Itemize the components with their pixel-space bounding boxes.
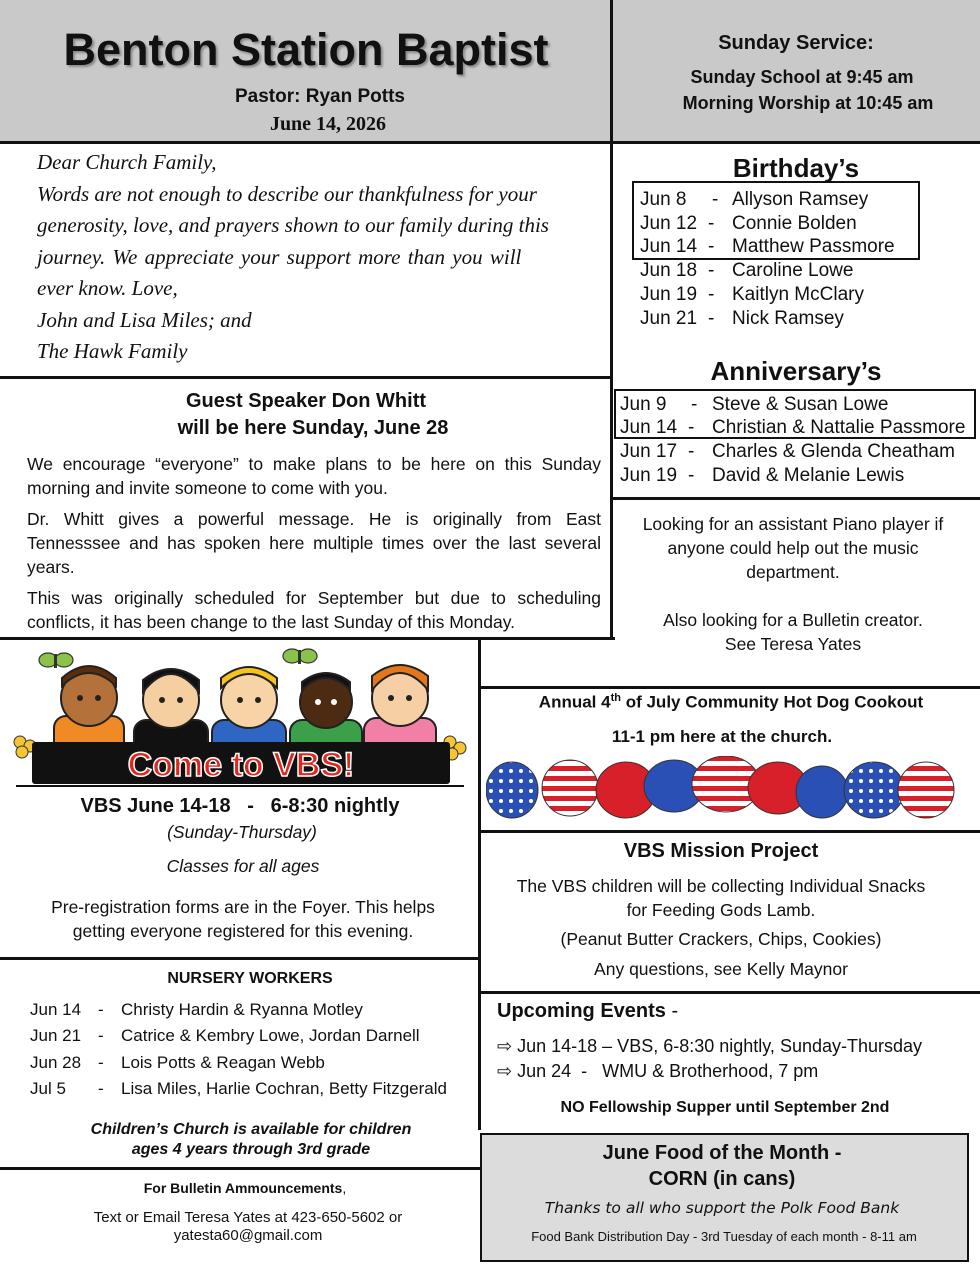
divider-line [0,141,980,144]
nursery-dash: - [98,1000,104,1019]
letter-line: John and Lisa Miles; and [37,307,252,332]
vbs-registration-line: getting everyone registered for this evening. [72,921,414,941]
divider-line [478,991,980,994]
letter-line: journey. We appreciate your support more than you will [37,244,522,269]
events-title [497,1000,957,1023]
letter-line: Words are not enough to describe our thankfulness for your [37,181,537,206]
nursery-names: Catrice & Kembry Lowe, Jordan Darnell [121,1026,420,1045]
birthdays-title: Birthday’s [732,153,860,183]
butterfly-icon [39,653,73,668]
birthday-name: Kaitlyn McClary [732,284,864,305]
anniversary-date: Jun 9 [620,394,667,415]
bulletin-title-comma: , [342,1180,347,1196]
vbs-heading: VBS June 14-18 - 6-8:30 nightly [80,795,400,817]
mission-line: for Feeding Gods Lamb. [626,900,816,920]
vbs-registration-line: Pre-registration forms are in the Foyer. This helps [51,897,435,917]
birthday-date: Jun 8 [640,189,687,210]
sunday-school-time: Sunday School at 9:45 am [690,67,914,87]
fellowship-supper-note: NO Fellowship Supper until September 2nd [560,1099,890,1116]
guest-paragraph-1: We encourage “everyone” to make plans to be here on this Sunday morning and invite someone to come with you. [27,454,601,498]
nursery-date: Jun 28 [30,1053,82,1072]
birthday-dash: - [708,284,715,305]
letter-line: generosity, love, and prayers shown to our family during this [37,213,549,237]
birthday-name: Caroline Lowe [732,260,854,281]
anniversary-name: Christian & Nattalie Passmore [712,417,966,438]
birthday-date: Jun 21 [640,308,698,329]
mission-snacks: (Peanut Butter Crackers, Chips, Cookies) [560,929,882,949]
birthday-name: Connie Bolden [732,213,857,234]
letter-line: Dear Church Family, [37,150,217,174]
guest-paragraph-3: This was originally scheduled for September but due to scheduling conflicts, it has been change to the last Sunday of this Monday. [27,588,601,632]
vbs-classes: Classes for all ages [166,856,320,876]
mission-line: The VBS children will be collecting Individual Snacks [516,876,926,896]
events-title-dash: - [671,1000,679,1022]
cookout-title-sup: th [610,692,621,704]
birthday-date: Jun 14 [640,236,698,257]
anniversary-name: Steve & Susan Lowe [712,394,889,415]
butterfly-icon [283,649,317,664]
birthday-dash: - [708,308,715,329]
nursery-date: Jun 14 [30,1000,82,1019]
vbs-kids-illustration [12,646,468,788]
childrens-church-line: ages 4 years through 3rd grade [131,1141,371,1158]
anniversary-date: Jun 19 [620,465,678,486]
food-title: June Food of the Month - [602,1142,842,1164]
mission-contact: Any questions, see Kelly Maynor [594,959,848,979]
cookout-title-pre: Annual 4 [538,692,611,712]
anniversary-date: Jun 14 [620,417,678,438]
birthday-name: Matthew Passmore [732,236,895,257]
divider-line [478,830,980,833]
service-title: Sunday Service: [718,32,874,54]
guest-paragraph-2: Dr. Whitt gives a powerful message. He is originally from East Tennesssee and has spoken here multiple times over the last several years. [27,509,601,577]
thank-you-letter [37,147,573,368]
piano-line: anyone could help out the music [667,538,919,558]
nursery-list [0,1000,478,1110]
divider-line [0,376,612,379]
birthday-list [640,189,970,339]
bulletin-creator-line: Also looking for a Bulletin creator. [663,610,923,630]
anniversary-name: Charles & Glenda Cheatham [712,441,955,462]
column-divider [478,640,481,1130]
events-title-text: Upcoming Events [497,1000,666,1022]
anniversary-name: David & Melanie Lewis [712,465,905,486]
guest-speaker-title: Guest Speaker Don Whitt [185,390,427,412]
bulletin-date: June 14, 2026 [269,113,387,135]
bulletin-contact-line: Text or Email Teresa Yates at 423-650-5602 or [93,1209,403,1226]
mission-title: VBS Mission Project [623,840,819,862]
anniversary-dash: - [688,417,695,438]
anniversary-list [620,394,978,494]
nursery-date: Jul 5 [30,1079,66,1098]
birthday-name: Nick Ramsey [732,308,844,329]
birthday-dash: - [712,189,719,210]
letter-line: ever know. Love, [37,276,178,300]
divider-line [478,686,980,689]
divider-line [612,497,980,500]
piano-line: Looking for an assistant Piano player if [642,514,944,534]
birthday-date: Jun 19 [640,284,698,305]
bulletin-creator-contact: See Teresa Yates [724,634,862,654]
anniversary-dash: - [688,465,695,486]
nursery-title: NURSERY WORKERS [167,970,333,987]
bulletin-email: yatesta60@gmail.com [173,1227,323,1244]
divider-line [0,637,615,640]
nursery-names: Lois Potts & Reagan Webb [121,1053,325,1072]
balloons-illustration [486,756,956,830]
nursery-dash: - [98,1079,104,1098]
childrens-church-note [0,1120,502,1160]
birthday-name: Allyson Ramsey [732,189,869,210]
food-bank-distribution: Food Bank Distribution Day - 3rd Tuesday of each month - 8-11 am [531,1229,917,1244]
divider-line [0,957,480,960]
anniversary-dash: - [688,441,695,462]
cookout-title [482,692,980,713]
piano-line: department. [746,562,840,582]
cookout-title-post: of July Community Hot Dog Cookout [620,692,924,712]
arrow-right-icon: ⇨ [497,1061,513,1081]
guest-speaker-date: will be here Sunday, June 28 [177,417,449,439]
food-bank-thanks: Thanks to all who support the Polk Food Bank [544,1199,900,1217]
anniversary-date: Jun 17 [620,441,678,462]
event-item [497,1036,967,1057]
event-text: Jun 24 - WMU & Brotherhood, 7 pm [517,1061,819,1081]
event-text: Jun 14-18 – VBS, 6-8:30 nightly, Sunday-Thursday [517,1036,923,1056]
birthday-dash: - [708,260,715,281]
column-divider [610,0,613,640]
nursery-names: Lisa Miles, Harlie Cochran, Betty Fitzgerald [121,1079,447,1098]
bulletin-title [0,1180,490,1196]
nursery-dash: - [98,1026,104,1045]
birthday-dash: - [708,213,715,234]
anniversary-dash: - [691,394,698,415]
childrens-church-line: Children’s Church is available for children [90,1121,412,1138]
event-item [497,1061,967,1082]
nursery-dash: - [98,1053,104,1072]
birthday-date: Jun 12 [640,213,698,234]
vbs-days: (Sunday-Thursday) [167,822,317,842]
birthday-date: Jun 18 [640,260,698,281]
nursery-date: Jun 21 [30,1026,82,1045]
bulletin-title-text: For Bulletin Ammouncements [143,1180,343,1196]
vbs-banner-text: Come to VBS! [127,746,355,784]
cookout-time: 11-1 pm here at the church. [611,727,833,746]
morning-worship-time: Morning Worship at 10:45 am [682,93,934,113]
anniversaries-title: Anniversary’s [710,356,882,386]
church-name: Benton Station Baptist [63,24,549,75]
nursery-names: Christy Hardin & Ryanna Motley [121,1000,363,1019]
birthday-dash: - [708,236,715,257]
piano-notice [612,512,974,656]
food-item: CORN (in cans) [648,1168,796,1190]
divider-line [0,1167,480,1170]
arrow-right-icon: ⇨ [497,1036,513,1056]
letter-line: The Hawk Family [37,339,188,363]
pastor-name: Pastor: Ryan Potts [235,86,405,107]
